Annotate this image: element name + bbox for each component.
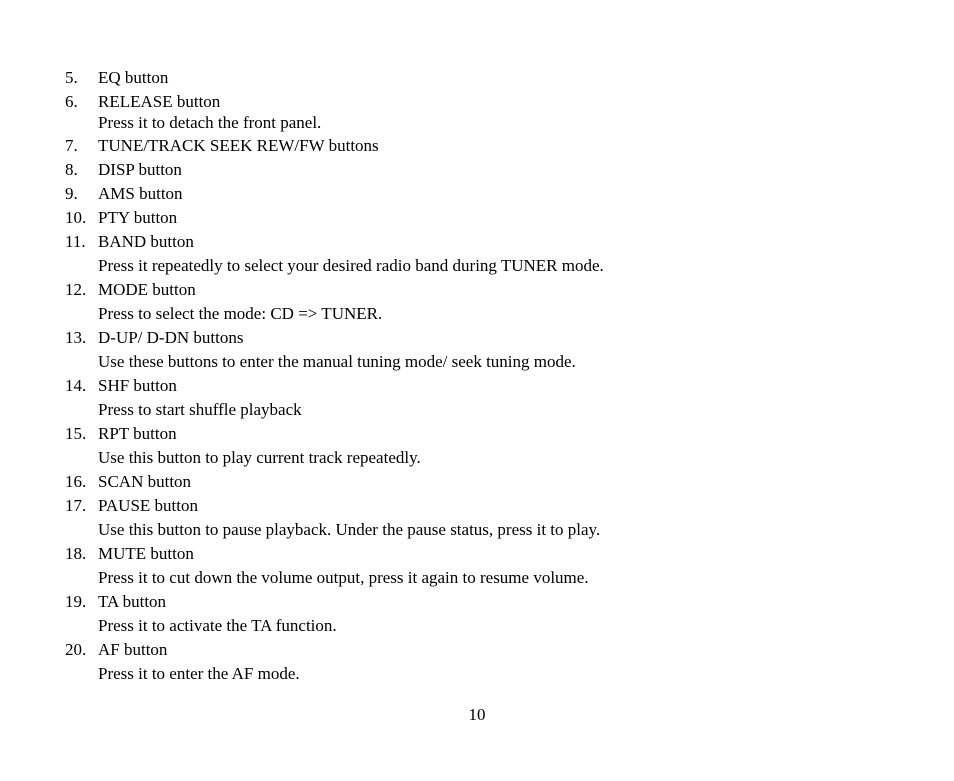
item-number: 15.	[65, 424, 87, 443]
item-description: Use these buttons to enter the manual tuning mode/ seek tuning mode.	[98, 352, 576, 371]
list-item-title	[65, 542, 905, 566]
item-number: 16.	[65, 472, 87, 491]
item-description: Press it to detach the front panel.	[98, 113, 322, 132]
item-title-text: AMS button	[98, 184, 183, 203]
item-description: Press it to cut down the volume output, press it again to resume volume.	[98, 568, 589, 587]
item-title-text: MODE button	[98, 280, 196, 299]
list-item-title	[65, 230, 905, 254]
page-number: 10	[468, 705, 486, 724]
item-title-text: MUTE button	[98, 544, 194, 563]
item-number: 12.	[65, 280, 87, 299]
item-title-text: PAUSE button	[98, 496, 198, 515]
item-title-text: DISP button	[98, 160, 182, 179]
item-number: 19.	[65, 592, 87, 611]
item-description: Press to select the mode: CD => TUNER.	[98, 304, 383, 323]
item-title-text: SHF button	[98, 376, 177, 395]
item-description: Press it to enter the AF mode.	[98, 664, 300, 683]
item-description: Press it to activate the TA function.	[98, 616, 337, 635]
item-title-text: TA button	[98, 592, 167, 611]
item-description: Use this button to pause playback. Under the pause status, press it to play.	[98, 520, 601, 539]
item-number: 17.	[65, 496, 87, 515]
item-number: 5.	[65, 68, 78, 87]
list-item-title	[65, 494, 905, 518]
item-title-text: EQ button	[98, 68, 169, 87]
list-item-title	[65, 278, 905, 302]
list-item-title	[65, 158, 905, 182]
list-item-title	[65, 66, 905, 90]
item-number: 11.	[65, 232, 86, 251]
item-title-text: RELEASE button	[98, 92, 221, 111]
list-item-title	[65, 206, 905, 230]
item-title-text: AF button	[98, 640, 168, 659]
item-title-text: PTY button	[98, 208, 178, 227]
list-item-title	[65, 326, 905, 350]
list-item-title	[65, 90, 905, 114]
item-title-text: TUNE/TRACK SEEK REW/FW buttons	[98, 136, 379, 155]
list-item-title	[65, 422, 905, 446]
list-item-title	[65, 182, 905, 206]
item-number: 7.	[65, 136, 78, 155]
item-number: 20.	[65, 640, 87, 659]
item-number: 8.	[65, 160, 78, 179]
list-item-title	[65, 638, 905, 662]
list-item-title	[65, 374, 905, 398]
item-title-text: RPT button	[98, 424, 177, 443]
item-number: 10.	[65, 208, 87, 227]
button-description-list	[65, 66, 905, 686]
item-number: 6.	[65, 92, 78, 111]
item-number: 14.	[65, 376, 87, 395]
list-item-title	[65, 470, 905, 494]
item-number: 13.	[65, 328, 87, 347]
item-description: Use this button to play current track repeatedly.	[98, 448, 421, 467]
item-description: Press to start shuffle playback	[98, 400, 302, 419]
item-title-text: D-UP/ D-DN buttons	[98, 328, 244, 347]
list-item-title	[65, 134, 905, 158]
item-number: 18.	[65, 544, 87, 563]
item-number: 9.	[65, 184, 78, 203]
item-title-text: BAND button	[98, 232, 194, 251]
list-item-title	[65, 590, 905, 614]
item-description: Press it repeatedly to select your desired radio band during TUNER mode.	[98, 256, 604, 275]
item-title-text: SCAN button	[98, 472, 192, 491]
